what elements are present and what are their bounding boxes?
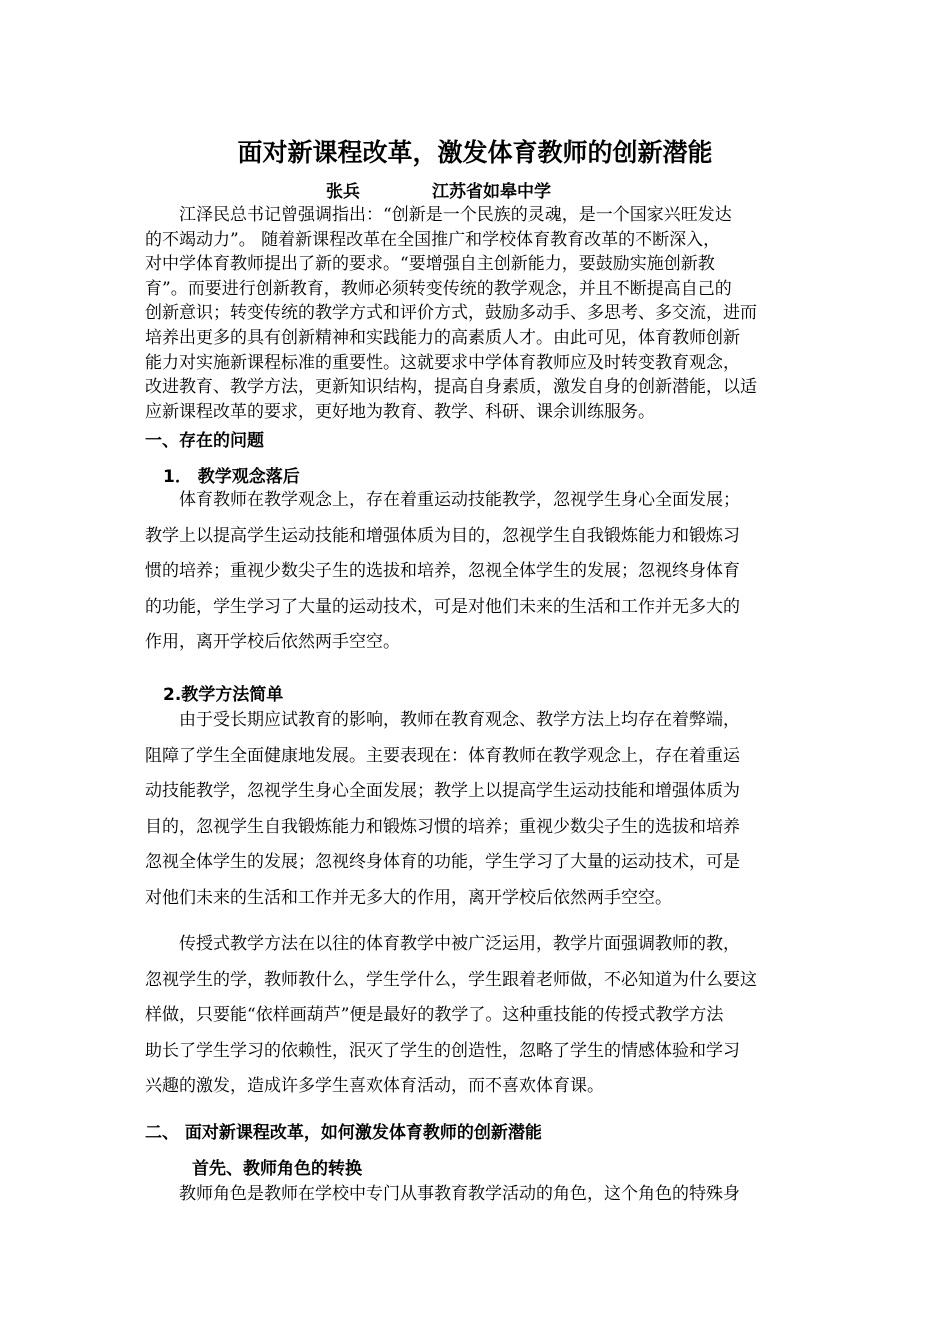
intro-line: 的不竭动力”。 随着新课程改革在全国推广和学校体育教育改革的不断深入， [145,229,721,250]
paragraph-methods-2 [145,927,810,1105]
intro-line: 对中学体育教师提出了新的要求。“要增强自主创新能力，要鼓励实施创新教 [145,254,715,275]
text-line: 教学上以提高学生运动技能和增强体质为目的，忽视学生自我锻炼能力和锻炼习 [145,525,740,546]
text-line: 目的，忽视学生自我锻炼能力和锻炼习惯的培养；重视少数尖子生的选拔和培养 [145,816,740,837]
paragraph-role [145,1177,810,1213]
intro-line: 应新课程改革的要求，更好地为教育、教学、科研、课余训练服务。 [145,401,655,422]
text-line: 样做，只要能“依样画葫芦”便是最好的教学了。这种重技能的传授式教学方法 [145,1005,724,1026]
text-line: 体育教师在教学观念上，存在着重运动技能教学，忽视学生身心全面发展； [179,490,740,510]
section-heading-problems: 一、存在的问题 [145,431,264,451]
intro-line: 改进教育、教学方法，更新知识结构，提高自身素质，激发自身的创新潜能，以适 [145,377,757,398]
text-line: 动技能教学，忽视学生身心全面发展；教学上以提高学生运动技能和增强体质为 [145,781,740,802]
paragraph-methods-1 [145,703,810,917]
text-line: 传授式教学方法在以往的体育教学中被广泛运用，教学片面强调教师的教， [179,934,740,954]
intro-line: 培养出更多的具有创新精神和实践能力的高素质人才。由此可见，体育教师创新 [145,327,740,348]
text-line: 的功能，学生学习了大量的运动技术，可是对他们未来的生活和工作并无多大的 [145,596,740,617]
subsection-heading-role: 首先、教师角色的转换 [192,1159,362,1179]
byline [0,177,950,202]
text-line: 助长了学生学习的依赖性，泯灭了学生的创造性，忽略了学生的情感体验和学习 [145,1040,740,1061]
intro-paragraph [145,203,810,424]
intro-line: 育”。而要进行创新教育，教师必须转变传统的教学观念，并且不断提高自己的 [145,278,732,299]
text-line: 忽视全体学生的发展；忽视终身体育的功能，学生学习了大量的运动技术，可是 [145,852,740,873]
text-line: 惯的培养；重视少数尖子生的选拔和培养，忽视全体学生的发展；忽视终身体育 [145,561,740,582]
section-heading-solutions: 二、 面对新课程改革，如何激发体育教师的创新潜能 [145,1123,542,1143]
text-line: 对他们未来的生活和工作并无多大的作用，离开学校后依然两手空空。 [145,887,672,908]
text-line: 作用，离开学校后依然两手空空。 [145,632,400,653]
text-line: 兴趣的激发，造成许多学生喜欢体育活动，而不喜欢体育课。 [145,1076,604,1097]
text-line: 阻障了学生全面健康地发展。主要表现在：体育教师在教学观念上，存在着重运 [145,745,740,766]
intro-line: 江泽民总书记曾强调指出：“创新是一个民族的灵魂，是一个国家兴旺发达 [179,205,732,225]
text-line: 教师角色是教师在学校中专门从事教育教学活动的角色，这个角色的特殊身 [179,1184,740,1204]
author-school: 江苏省如皋中学 [432,182,551,202]
text-line: 由于受长期应试教育的影响，教师在教育观念、教学方法上均存在着弊端， [179,710,740,730]
document-title: 面对新课程改革，激发体育教师的创新潜能 [237,138,713,167]
intro-line: 能力对实施新课程标准的重要性。这就要求中学体育教师应及时转变教育观念， [145,352,740,373]
paragraph-concepts [145,483,810,661]
subsection-heading-methods: 2.教学方法简单 [163,685,284,705]
intro-line: 创新意识；转变传统的教学方式和评价方式，鼓励多动手、多思考、多交流，进而 [145,303,757,324]
author-name: 张兵 [326,182,360,202]
subsection-heading-concepts: 1． 教学观念落后 [163,467,300,487]
text-line: 忽视学生的学，教师教什么，学生学什么，学生跟着老师做，不必知道为什么要这 [145,969,757,990]
